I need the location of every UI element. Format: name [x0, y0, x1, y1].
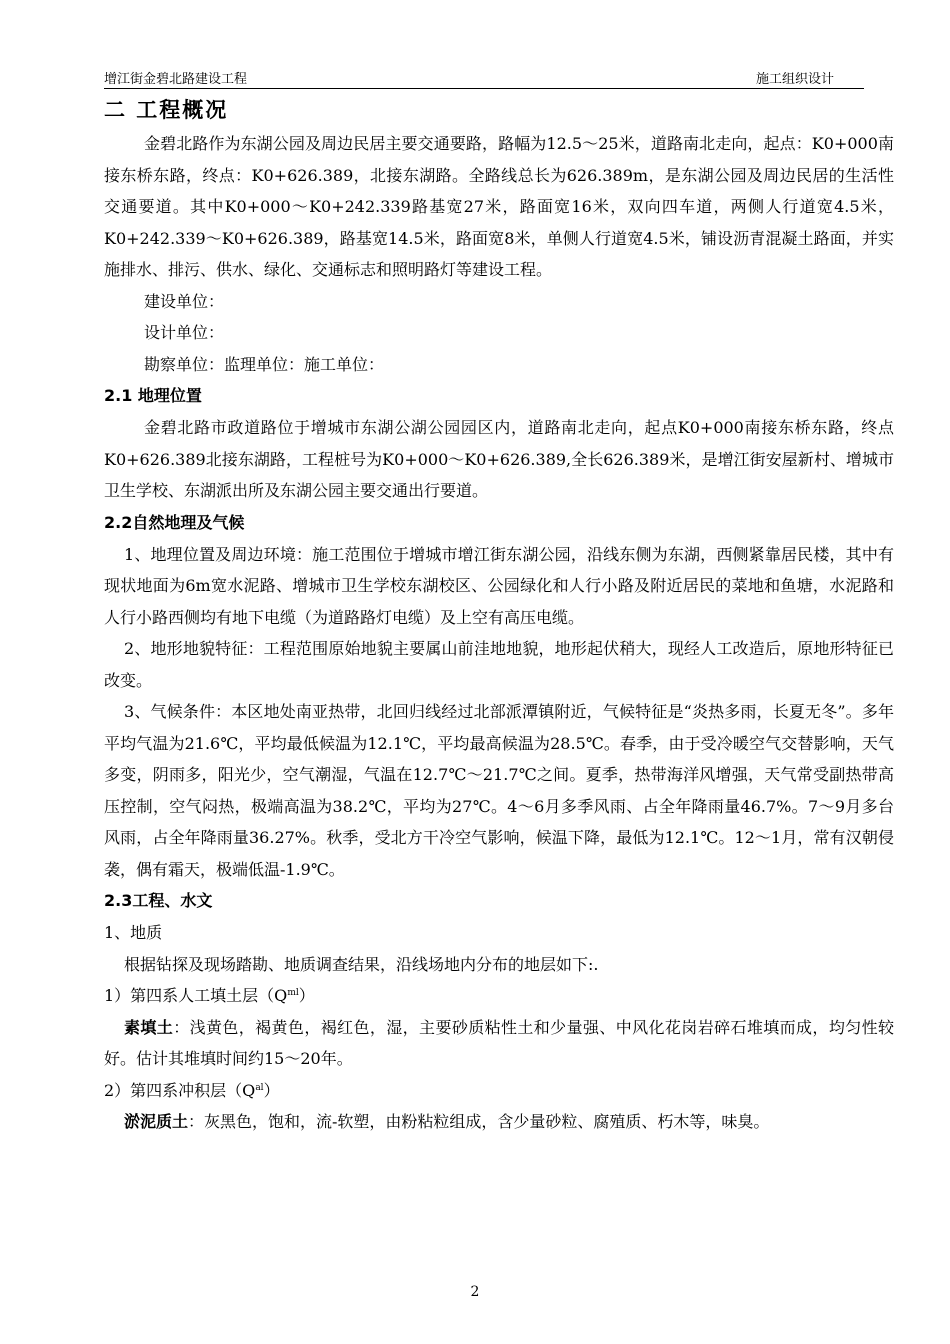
soil-1-text: ：浅黄色，褐黄色，褐红色，湿，主要砂质粘性土和少量强、中风化花岗岩碎石堆填而成，均匀性较好。估计其堆填时间约15～20年。	[104, 1017, 894, 1068]
builder-unit: 建设单位：	[144, 291, 225, 311]
layer-1-label: 1）第四系人工填土层（Q	[104, 986, 288, 1005]
header-doc-type: 施工组织设计	[756, 72, 835, 87]
soil-1-paragraph	[104, 1012, 894, 1075]
layer-2-sup: al	[255, 1082, 264, 1093]
header-project-name: 增江街金碧北路建设工程	[104, 72, 248, 87]
climate-paragraph: 3、气候条件：本区地处南亚热带，北回归线经过北部派潭镇附近，气候特征是“炎热多雨，长夏无冬”。多年平均气温为21.6℃，平均最低候温为12.1℃，平均最高候温为28.5℃。春季，由于受冷暖空气交替影响，天气多变，阴雨多，阳光少，空气潮湿，气温在12.7℃～21.7℃之间。夏季，热带海洋风增强，天气常受副热带高压控制，空气闷热，极端高温为38.2℃，平均为27℃。4～6月多季风雨、占全年降雨量46.7%。7～9月多台风雨，占全年降雨量36.27%。秋季，受北方干冷空气影响，候温下降，最低为12.1℃。12～1月，常有汉朝侵袭，偶有霜天，极端低温-1.9℃。	[104, 702, 894, 879]
environment-paragraph: 1、地理位置及周边环境：施工范围位于增城市增江街东湖公园，沿线东侧为东湖，西侧紧靠居民楼，其中有现状地面为6m宽水泥路、增城市卫生学校东湖校区、公园绿化和人行小路及附近居民的菜地和鱼塘，水泥路和人行小路西侧均有地下电缆（为道路路灯电缆）及上空有高压电缆。	[104, 544, 894, 627]
soil-1-name: 素填土	[124, 1017, 174, 1037]
section-2-1-title: 2.1 地理位置	[104, 386, 202, 405]
designer-unit: 设计单位：	[144, 323, 225, 342]
layer-1-heading	[104, 980, 894, 1012]
layer-1-close: ）	[298, 986, 315, 1005]
section-2-3-title: 2.3工程、水文	[104, 891, 213, 910]
terrain-paragraph: 2、地形地貌特征：工程范围原始地貌主要属山前洼地地貌，地形起伏稍大，现经人工改造后，原地形特征已改变。	[104, 639, 894, 690]
geology-intro: 根据钻探及现场踏勘、地质调查结果，沿线场地内分布的地层如下:.	[124, 954, 599, 974]
layer-2-heading	[104, 1075, 894, 1107]
layer-2-close: ）	[263, 1080, 280, 1100]
page-header	[104, 66, 864, 89]
layer-1-sup: ml	[287, 988, 299, 998]
soil-2-name: 淤泥质土	[124, 1112, 189, 1131]
geology-heading: 1、地质	[104, 923, 163, 942]
soil-2-paragraph	[104, 1106, 894, 1138]
page-number: 2	[470, 1284, 480, 1300]
section-title: 二 工程概况	[104, 97, 229, 122]
location-paragraph: 金碧北路市政道路位于增城市东湖公湖公园园区内，道路南北走向，起点K0+000南接东桥东路，终点K0+626.389北接东湖路，工程桩号为K0+000～K0+626.389,全长626.389米，是增江街安屋新村、增城市卫生学校、东湖派出所及东湖公园主要交通出行要道。	[104, 418, 894, 500]
document-body	[104, 92, 894, 1138]
other-units: 勘察单位：监理单位：施工单位：	[144, 354, 385, 374]
section-2-2-title: 2.2自然地理及气候	[104, 512, 245, 532]
overview-paragraph: 金碧北路作为东湖公园及周边民居主要交通要路，路幅为12.5～25米，道路南北走向，起点：K0+000南接东桥东路，终点：K0+626.389，北接东湖路。全路线总长为626.389m，是东湖公园及周边民居的生活性交通要道。其中K0+000～K0+242.339路基宽27米，路面宽16米，双向四车道，两侧人行道宽4.5米，K0+242.339～K0+626.389，路基宽14.5米，路面宽8米，单侧人行道宽4.5米，铺设沥青混凝土路面，并实施排水、排污、供水、绿化、交通标志和照明路灯等建设工程。	[104, 134, 894, 279]
soil-2-text: ：灰黑色，饱和，流-软塑，由粉粘粒组成，含少量砂粒、腐殖质、朽木等，味臭。	[188, 1112, 770, 1131]
layer-2-label: 2）第四系冲积层（Q	[104, 1080, 256, 1100]
